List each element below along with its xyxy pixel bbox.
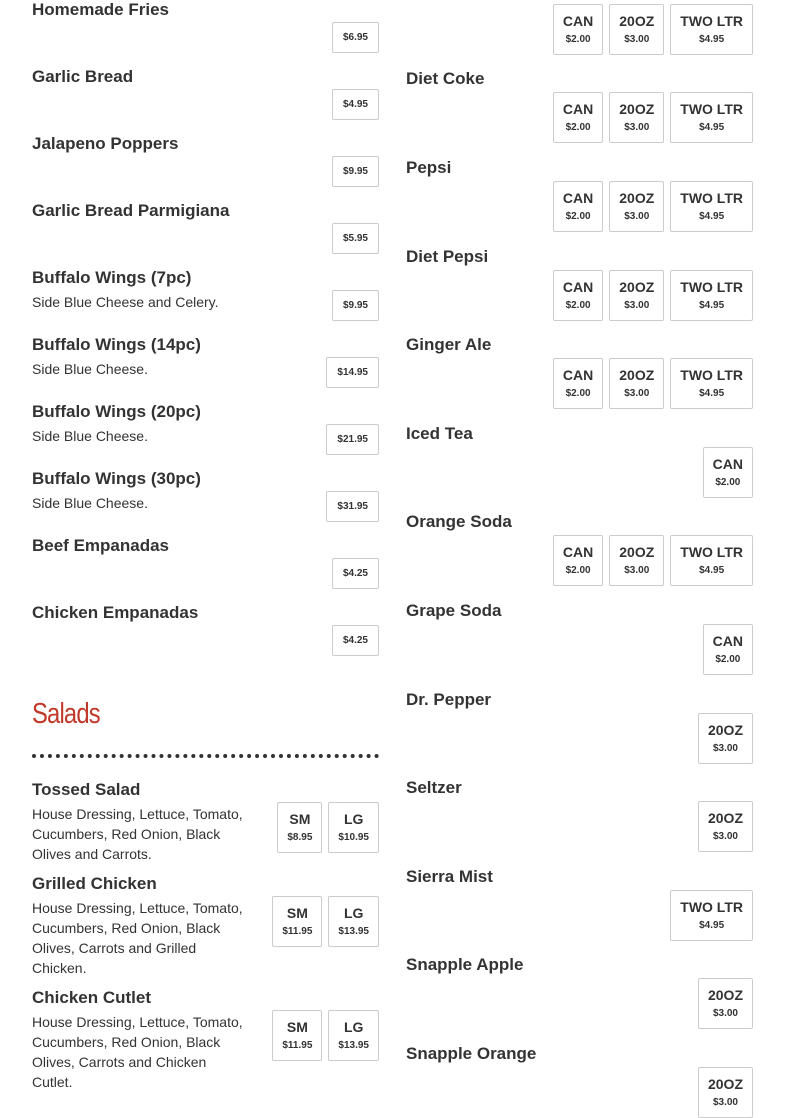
item-name: Orange Soda [406,512,512,531]
size-label: CAN [712,633,743,649]
size-label: SM [289,811,311,827]
price-box[interactable] [332,89,379,120]
price-box[interactable] [698,978,753,1029]
item-description: House Dressing, Lettuce, Tomato, Cucumbers, Red Onion, Black Olives and Carrots. [32,806,243,862]
size-label: 20OZ [619,101,655,117]
price-box[interactable] [609,181,664,232]
item-name: Seltzer [406,778,462,797]
size-label: 20OZ [707,810,743,826]
item-name: Chicken Empanadas [32,603,199,622]
size-label: TWO LTR [680,899,743,915]
item-price: $31.95 [337,500,368,512]
price-box[interactable] [609,358,664,409]
item-price: $3.00 [624,122,650,133]
price-box[interactable] [553,358,603,409]
price-box[interactable] [670,181,753,232]
size-label: SM [286,1019,308,1035]
price-box[interactable] [553,4,603,55]
item-name: Grape Soda [406,601,502,620]
size-label: LG [343,811,364,827]
item-description: Side Blue Cheese and Celery. [32,294,219,310]
size-label: 20OZ [619,190,655,206]
price-box[interactable] [272,1010,322,1061]
item-price: $2.00 [565,300,591,311]
item-name: Snapple Apple [406,955,524,974]
item-name: Homemade Fries [32,0,169,19]
item-name: Ginger Ale [406,335,492,354]
size-label: SM [286,905,308,921]
item-price: $4.95 [699,920,725,931]
item-price: $6.95 [342,31,368,43]
item-name: Dr. Pepper [406,690,492,709]
item-price: $14.95 [337,366,368,378]
item-description: Side Blue Cheese. [32,495,148,511]
price-box[interactable] [670,890,753,941]
item-price: $21.95 [337,433,368,445]
item-price: $4.95 [699,34,725,45]
item-price: $4.95 [699,300,725,311]
price-box[interactable] [328,802,379,853]
item-name: Buffalo Wings (7pc) [32,268,192,287]
price-box[interactable] [326,491,379,522]
item-price: $11.95 [282,926,313,937]
price-box[interactable] [332,156,379,187]
item-price: $2.00 [715,477,741,488]
item-price: $3.00 [712,1008,738,1019]
item-price: $11.95 [282,1040,313,1051]
price-box[interactable] [609,270,664,321]
item-name: Snapple Orange [406,1044,537,1063]
item-price: $3.00 [712,831,738,842]
item-price: $3.00 [712,1097,738,1108]
item-price: $2.00 [565,388,591,399]
price-box[interactable] [703,624,753,675]
item-price: $4.95 [342,98,368,110]
item-price: $3.00 [712,743,738,754]
item-name: Diet Pepsi [406,247,489,266]
size-label: TWO LTR [680,101,743,117]
price-box[interactable] [332,22,379,53]
size-label: CAN [562,367,594,383]
item-name: Chicken Cutlet [32,988,152,1007]
item-price: $4.25 [342,567,368,579]
size-label: CAN [562,101,594,117]
size-label: CAN [562,279,594,295]
item-name: Pepsi [406,158,452,177]
item-price: $4.95 [699,565,725,576]
item-name: Garlic Bread Parmigiana [32,201,230,220]
size-label: 20OZ [619,367,655,383]
item-price: $13.95 [338,926,369,937]
size-label: TWO LTR [680,367,743,383]
price-box[interactable] [326,424,379,455]
size-label: 20OZ [619,279,655,295]
item-price: $3.00 [624,300,650,311]
size-label: TWO LTR [680,279,743,295]
price-box[interactable] [277,802,322,853]
item-description: Side Blue Cheese. [32,361,148,377]
item-price: $8.95 [287,832,313,843]
item-price: $4.95 [699,122,725,133]
item-price: $3.00 [624,565,650,576]
item-name: Garlic Bread [32,67,134,86]
price-box[interactable] [272,896,322,947]
size-label: 20OZ [707,722,743,738]
price-box[interactable] [553,181,603,232]
size-label: CAN [712,456,743,472]
price-box[interactable] [698,801,753,852]
item-price: $2.00 [715,654,741,665]
price-box[interactable] [609,92,664,143]
price-box[interactable] [332,223,379,254]
item-description: Side Blue Cheese. [32,428,148,444]
item-name: Jalapeno Poppers [32,134,179,153]
price-box[interactable] [698,713,753,764]
price-box[interactable] [670,92,753,143]
price-box[interactable] [326,357,379,388]
item-price: $2.00 [565,122,591,133]
price-box[interactable] [553,270,603,321]
item-name: Iced Tea [406,424,473,443]
price-box[interactable] [332,290,379,321]
item-name: Buffalo Wings (30pc) [32,469,201,488]
size-label: CAN [562,544,594,560]
price-box[interactable] [703,447,753,498]
item-price: $13.95 [338,1040,369,1051]
price-box[interactable] [332,625,379,656]
item-price: $3.00 [624,211,650,222]
section-divider [32,754,379,758]
item-name: Buffalo Wings (14pc) [32,335,201,354]
size-label: TWO LTR [680,190,743,206]
size-label: TWO LTR [680,13,743,29]
size-label: 20OZ [707,987,743,1003]
item-price: $10.95 [338,832,369,843]
price-box[interactable] [328,1010,379,1061]
item-price: $2.00 [565,565,591,576]
price-box[interactable] [670,535,753,586]
price-box[interactable] [553,535,603,586]
size-label: 20OZ [707,1076,743,1092]
item-name: Diet Coke [406,69,485,88]
item-name: Grilled Chicken [32,874,157,893]
item-price: $2.00 [565,211,591,222]
item-description: House Dressing, Lettuce, Tomato, Cucumbers, Red Onion, Black Olives, Carrots and Chicken Cutlet. [32,1014,243,1090]
size-label: TWO LTR [680,544,743,560]
price-box[interactable] [670,270,753,321]
item-name: Sierra Mist [406,867,493,886]
price-box[interactable] [609,535,664,586]
item-price: $2.00 [565,34,591,45]
item-name: Tossed Salad [32,780,141,799]
item-name: Buffalo Wings (20pc) [32,402,201,421]
size-label: 20OZ [619,13,655,29]
item-price: $4.25 [342,634,368,646]
price-box[interactable] [670,4,753,55]
price-box[interactable] [698,1067,753,1118]
price-box[interactable] [328,896,379,947]
price-box[interactable] [332,558,379,589]
size-label: 20OZ [619,544,655,560]
price-box[interactable] [609,4,664,55]
size-label: LG [343,1019,364,1035]
item-description: House Dressing, Lettuce, Tomato, Cucumbers, Red Onion, Black Olives, Carrots and Grilled Chicken. [32,900,243,976]
size-label: CAN [562,13,594,29]
item-price: $5.95 [342,232,368,244]
size-label: LG [343,905,364,921]
item-price: $9.95 [342,299,368,311]
item-price: $3.00 [624,388,650,399]
item-price: $3.00 [624,34,650,45]
item-name: Beef Empanadas [32,536,169,555]
price-box[interactable] [670,358,753,409]
size-label: CAN [562,190,594,206]
item-price: $9.95 [342,165,368,177]
price-box[interactable] [553,92,603,143]
item-price: $4.95 [699,211,725,222]
section-title-salads: Salads [32,698,100,730]
item-price: $4.95 [699,388,725,399]
